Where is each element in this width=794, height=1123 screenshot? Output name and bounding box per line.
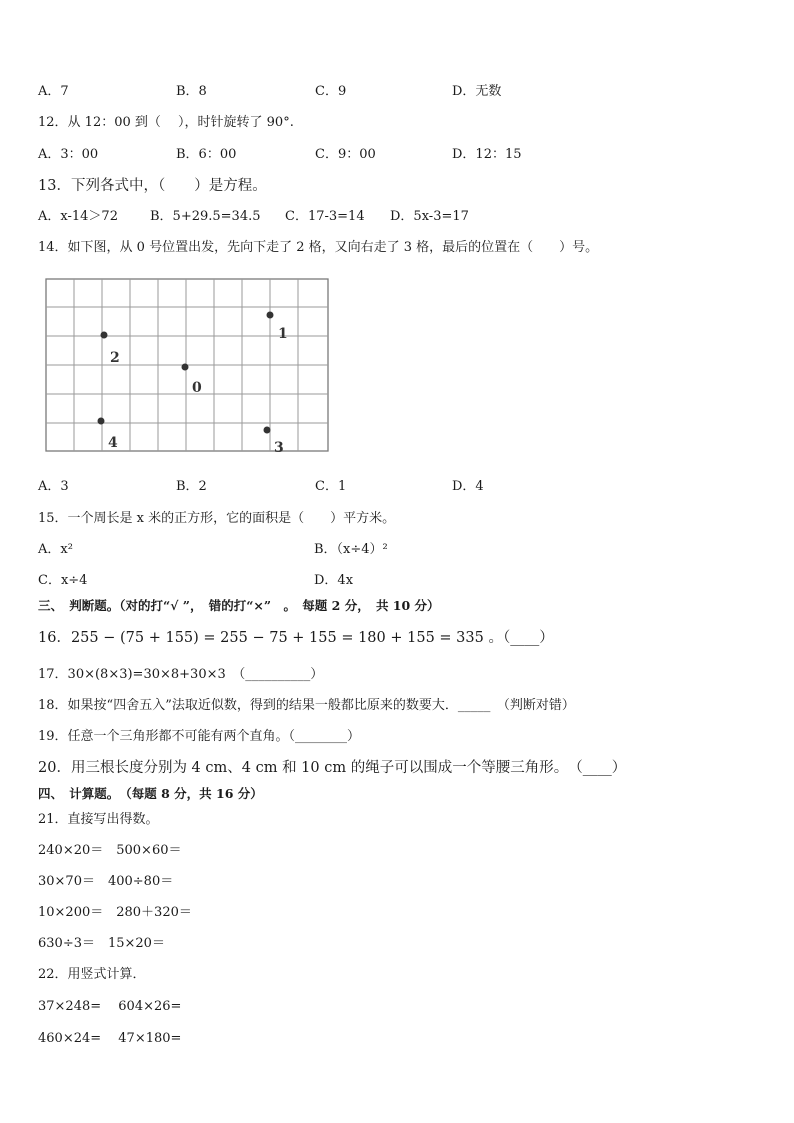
q15-option-d: D．4x bbox=[314, 573, 354, 588]
point-4 bbox=[98, 418, 105, 425]
q21-row: 240×20＝ 500×60＝ bbox=[38, 843, 182, 858]
q14-option-d: D．4 bbox=[452, 479, 484, 494]
point-0 bbox=[182, 364, 189, 371]
section-3-heading: 三、 判断题。（对的打“√ ”， 错的打“×” 。 每题 2 分， 共 10 分） bbox=[38, 598, 440, 613]
q11-option-a: A．7 bbox=[38, 84, 69, 99]
q21-row: 30×70＝ 400÷80＝ bbox=[38, 874, 174, 889]
q13-option-d: D．5x-3=17 bbox=[390, 209, 469, 224]
q20-stem: 20．用三根长度分别为 4 cm、4 cm 和 10 cm 的绳子可以围成一个等腰三角形。 （____） bbox=[38, 760, 627, 776]
q21-row: 10×200＝ 280＋320＝ bbox=[38, 905, 192, 920]
q22-stem: 22．用竖式计算． bbox=[38, 967, 146, 982]
q22-row: 37×248= 604×26= bbox=[38, 999, 182, 1014]
q19-stem: 19．任意一个三角形都不可能有两个直角。（________） bbox=[38, 729, 361, 744]
q14-stem: 14．如下图，从 0 号位置出发，先向下走了 2 格，又向右走了 3 格，最后的位置在（ ）号。 bbox=[38, 240, 599, 255]
q15-option-c: C．x÷4 bbox=[38, 573, 88, 588]
q21-stem: 21．直接写出得数。 bbox=[38, 812, 159, 827]
point-3 bbox=[264, 427, 271, 434]
q13-option-a: A．x-14＞72 bbox=[38, 209, 118, 224]
q13-option-b: B．5+29.5=34.5 bbox=[150, 209, 261, 224]
point-1-label: 1 bbox=[278, 326, 288, 342]
section-4-heading: 四、 计算题。 （每题 8 分，共 16 分） bbox=[38, 786, 263, 801]
q22-row: 460×24= 47×180= bbox=[38, 1031, 182, 1046]
q12-option-d: D．12：15 bbox=[452, 147, 522, 162]
q14-option-c: C．1 bbox=[315, 479, 347, 494]
q15-stem: 15．一个周长是 x 米的正方形，它的面积是（ ）平方米。 bbox=[38, 511, 396, 526]
point-4-label: 4 bbox=[108, 435, 118, 451]
q12-stem: 12．从 12：00 到（ ），时针旋转了 90°. bbox=[38, 115, 294, 130]
q21-row: 630÷3＝ 15×20＝ bbox=[38, 936, 165, 951]
q18-stem: 18．如果按“四舍五入”法取近似数，得到的结果一般都比原来的数要大．_____ （判断对错） bbox=[38, 698, 575, 713]
q11-option-c: C．9 bbox=[315, 84, 347, 99]
q15-option-b: B．（x÷4）² bbox=[314, 542, 388, 557]
point-2-label: 2 bbox=[110, 350, 120, 366]
q14-grid-figure bbox=[42, 276, 332, 458]
q14-option-a: A．3 bbox=[38, 479, 69, 494]
q12-option-b: B．6：00 bbox=[176, 147, 237, 162]
q14-option-b: B．2 bbox=[176, 479, 207, 494]
point-2 bbox=[101, 332, 108, 339]
q17-stem: 17．30×(8×3)=30×8+30×3 （__________） bbox=[38, 667, 324, 682]
q16-stem: 16．255 − (75 + 155) = 255 − 75 + 155 = 180 + 155 = 335 。（____） bbox=[38, 630, 554, 646]
q11-option-b: B．8 bbox=[176, 84, 207, 99]
q12-option-c: C．9：00 bbox=[315, 147, 376, 162]
q13-stem: 13．下列各式中，（ ）是方程。 bbox=[38, 178, 267, 194]
q11-option-d: D．无数 bbox=[452, 84, 502, 99]
q13-option-c: C．17-3=14 bbox=[285, 209, 365, 224]
point-1 bbox=[267, 312, 274, 319]
q15-option-a: A．x² bbox=[38, 542, 73, 557]
point-0-label: 0 bbox=[192, 380, 202, 396]
q12-option-a: A．3：00 bbox=[38, 147, 99, 162]
point-3-label: 3 bbox=[274, 440, 284, 456]
